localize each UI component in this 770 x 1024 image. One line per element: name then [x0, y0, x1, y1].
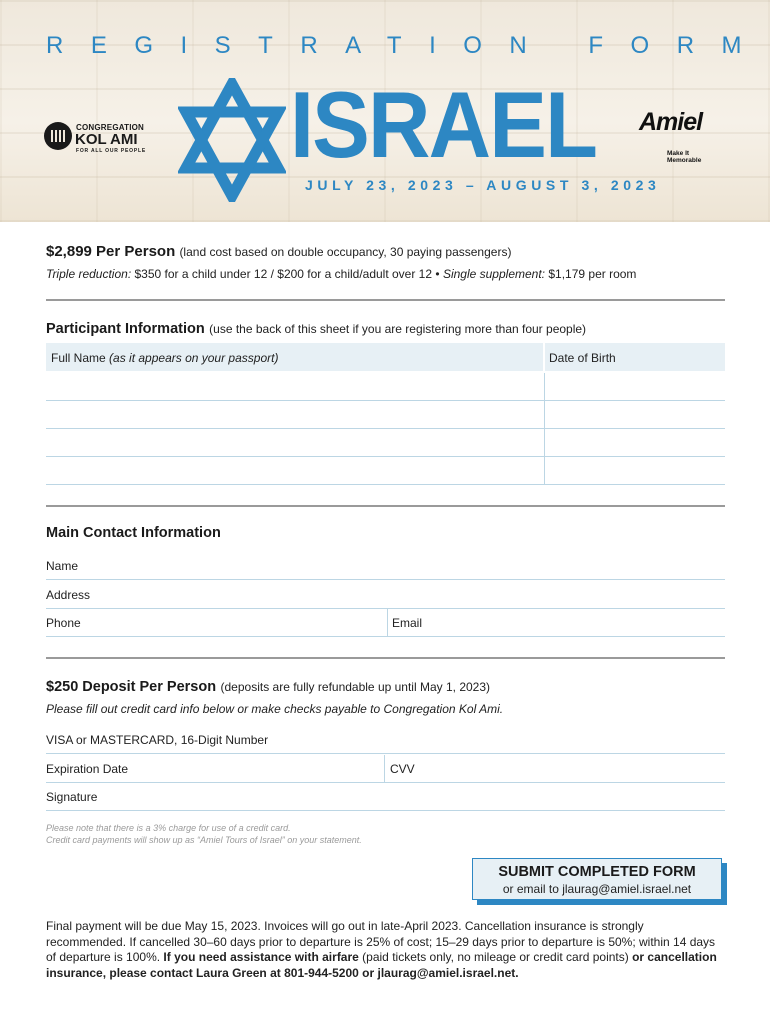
star-of-david-icon — [178, 78, 286, 202]
amiel-tagline: Make It Memorable — [667, 150, 702, 164]
single-text: $1,179 per room — [548, 267, 637, 281]
participant-title: Participant Information — [46, 321, 205, 337]
deposit-note: (deposits are fully refundable up until May 1, 2023) — [220, 680, 491, 694]
participant-heading — [46, 320, 586, 338]
final-payment-paragraph — [46, 919, 726, 981]
amiel-logo — [639, 108, 723, 164]
deposit-title: $250 Deposit Per Person — [46, 679, 217, 695]
deposit-instructions: Please fill out credit card info below or make checks payable to Congregation Kol Ami. — [46, 702, 504, 716]
participant-row-1[interactable] — [46, 373, 725, 401]
card-number-label: VISA or MASTERCARD, 16-Digit Number — [46, 733, 269, 747]
contact-email-label: Email — [392, 616, 423, 630]
participant-note: (use the back of this sheet if you are registering more than four people) — [209, 322, 587, 336]
cvv-label: CVV — [390, 762, 415, 776]
contact-laura: or cancellation insurance, please contact Laura Green at 801-944-5200 or jlaurag@amiel.israel.net. — [46, 950, 717, 980]
col-date-of-birth: Date of Birth — [549, 351, 616, 365]
participant-row-2[interactable] — [46, 401, 725, 429]
col-full-name: Full Name (as it appears on your passport) — [51, 351, 279, 365]
amiel-wordmark: Amiel — [639, 108, 703, 136]
airfare-note: (paid tickets only, no mileage or credit card points) — [362, 950, 629, 964]
destination-title: ISRAEL — [290, 72, 597, 177]
kol-ami-logo — [44, 122, 154, 158]
participant-table-header — [46, 343, 725, 371]
fine-print-1: Please note that there is a 3% charge for use of a credit card. — [46, 823, 291, 833]
contact-address-label: Address — [46, 588, 91, 602]
submit-title: SUBMIT COMPLETED FORM — [498, 864, 696, 880]
airfare-assistance: If you need assistance with airfare — [163, 950, 359, 964]
triple-text: $350 for a child under 12 / $200 for a child/adult over 12 — [134, 267, 433, 281]
price-line — [46, 243, 511, 260]
logo-line-3: FOR ALL OUR PEOPLE — [76, 148, 146, 154]
price: $2,899 Per Person — [46, 243, 176, 260]
contact-name-label: Name — [46, 559, 79, 573]
bullet: • — [435, 267, 440, 281]
menorah-icon — [44, 122, 72, 150]
price-note: (land cost based on double occupancy, 30 paying passengers) — [179, 245, 512, 259]
contact-title: Main Contact Information — [46, 525, 221, 541]
expiration-label: Expiration Date — [46, 762, 129, 776]
fine-print-2: Credit card payments will show up as “Amiel Tours of Israel” on your statement. — [46, 835, 362, 845]
contact-phone-email-row[interactable] — [46, 609, 725, 637]
card-number-field[interactable] — [46, 726, 725, 754]
final-payment-text: Final payment will be due May 15, 2023. Invoices will go out in late-April 2023. Cancellation insurance is strongly recommended. If cancelled 30–60 days prior to departure is 25% of cost; 15–29 days prior to departure is 50%; within 14 days of departure is 100%. — [46, 919, 716, 964]
triple-label: Triple reduction: — [46, 267, 132, 281]
logo-line-2: KOL AMI — [75, 131, 138, 148]
logo-line-1: CONGREGATION — [76, 123, 145, 132]
submit-email: or email to jlaurag@amiel.israel.net — [502, 882, 692, 896]
section-divider — [46, 657, 725, 659]
participant-row-3[interactable] — [46, 429, 725, 457]
signature-field[interactable] — [46, 783, 725, 811]
section-divider — [46, 505, 725, 507]
signature-label: Signature — [46, 790, 98, 804]
contact-address-field[interactable] — [46, 581, 725, 609]
reduction-line — [46, 267, 636, 281]
submit-form-box[interactable] — [472, 858, 722, 900]
participant-row-4[interactable] — [46, 457, 725, 485]
trip-dates: JULY 23, 2023 – AUGUST 3, 2023 — [305, 177, 661, 193]
form-title: REGISTRATION FORM — [46, 32, 770, 59]
header-banner — [0, 0, 770, 222]
deposit-heading — [46, 678, 490, 696]
single-label: Single supplement: — [442, 267, 546, 281]
fine-print — [46, 822, 362, 846]
contact-phone-label: Phone — [46, 616, 81, 630]
section-divider — [46, 299, 725, 301]
expiration-cvv-row[interactable] — [46, 755, 725, 783]
participant-table — [46, 343, 725, 485]
contact-name-field[interactable] — [46, 552, 725, 580]
